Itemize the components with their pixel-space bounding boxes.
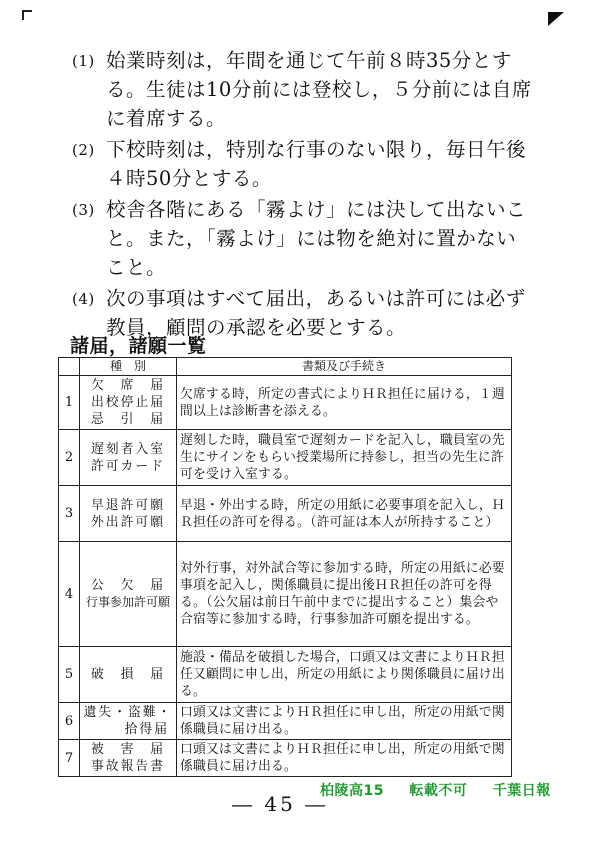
notice-reprint: 転載不可 xyxy=(409,783,468,799)
rule-number: (4) xyxy=(72,290,95,308)
table-row xyxy=(59,703,512,740)
row-kind xyxy=(80,647,177,703)
row-number: 7 xyxy=(59,740,80,777)
row-procedure: 遅刻した時，職員室で遅刻カードを記入し，職員室の先生にサインをもらい授業場所に持参し，担当の先生に許可を受け入室する。 xyxy=(177,430,512,486)
kind-line: 拾得届 xyxy=(124,722,169,737)
table-row xyxy=(59,486,512,542)
row-number: 3 xyxy=(59,486,80,542)
table-row xyxy=(59,647,512,703)
row-kind xyxy=(80,542,177,647)
rule-number: (1) xyxy=(72,52,95,70)
row-number: 5 xyxy=(59,647,80,703)
table-row xyxy=(59,542,512,647)
row-number: 2 xyxy=(59,430,80,486)
kind-line: 許可カード xyxy=(91,458,165,474)
table-header-row xyxy=(59,358,512,376)
kind-line: 欠 席 届 xyxy=(91,378,165,393)
table-row xyxy=(59,740,512,777)
header-kind: 種 別 xyxy=(80,358,177,376)
kind-line: 遺失・盗難・ xyxy=(83,705,173,720)
rule-item xyxy=(72,195,532,282)
table-row xyxy=(59,430,512,486)
notice-school: 柏陵高15 xyxy=(320,783,384,799)
row-kind xyxy=(80,740,177,777)
header-number xyxy=(59,358,80,376)
corner-mark-top-left xyxy=(22,10,32,20)
row-procedure: 早退・外出する時，所定の用紙に必要事項を記入し，ＨＲ担任の許可を得る。（許可証は本人が所持すること） xyxy=(177,486,512,542)
kind-line: 外出許可願 xyxy=(91,514,165,530)
reprint-notice xyxy=(320,780,571,800)
rule-text: 次の事項はすべて届出，あるいは許可には必ず教員，顧問の承認を必要とする。 xyxy=(106,287,526,339)
row-number: 4 xyxy=(59,542,80,647)
kind-line: 遅刻者入室 xyxy=(91,441,165,457)
table-row xyxy=(59,376,512,430)
rule-text: 校舎各階にある「霧よけ」には決して出ないこと。また，「霧よけ」には物を絶対に置かないこと。 xyxy=(106,198,527,279)
row-procedure: 施設・備品を破損した場合，口頭又は文書によりＨＲ担任又顧問に申し出，所定の用紙により関係職員に届け出る。 xyxy=(177,647,512,703)
row-number: 1 xyxy=(59,376,80,430)
kind-line: 行事参加許可願 xyxy=(85,595,170,609)
rules-list xyxy=(72,46,532,344)
row-procedure: 対外行事，対外試合等に参加する時，所定の用紙に必要事項を記入し，関係職員に提出後ＨＲ担任の許可を得る。（公欠届は前日午前中までに提出すること）集会や合宿等に参加する時，行事参加許可願を提出する。 xyxy=(177,542,512,647)
section-title: 諸届，諸願一覧 xyxy=(70,335,207,357)
rule-item xyxy=(72,135,532,193)
row-number: 6 xyxy=(59,703,80,740)
row-kind xyxy=(80,703,177,740)
page-number: ― 45 ― xyxy=(232,792,329,816)
row-procedure: 口頭又は文書によりＨＲ担任に申し出，所定の用紙で関係職員に届け出る。 xyxy=(177,703,512,740)
row-kind xyxy=(80,430,177,486)
rule-number: (2) xyxy=(72,141,95,159)
kind-line: 破 損 届 xyxy=(91,667,165,682)
rule-text: 下校時刻は，特別な行事のない限り，毎日午後４時50分とする。 xyxy=(106,138,527,190)
kind-line: 公 欠 届 xyxy=(91,578,165,593)
row-kind xyxy=(80,486,177,542)
rule-item xyxy=(72,46,532,133)
row-procedure: 口頭又は文書によりＨＲ担任に申し出，所定の用紙で関係職員に届け出る。 xyxy=(177,740,512,777)
rule-number: (3) xyxy=(72,201,95,219)
header-procedure: 書類及び手続き xyxy=(177,358,512,376)
rule-text: 始業時刻は，年間を通じて午前８時35分とする。生徒は10分前には登校し，５分前には自席に着席する。 xyxy=(106,49,532,130)
corner-mark-top-right xyxy=(548,12,564,26)
kind-line: 被 害 届 xyxy=(91,742,165,757)
notice-newspaper: 千葉日報 xyxy=(492,783,551,799)
row-procedure: 欠席する時，所定の書式によりＨＲ担任に届ける，１週間以上は診断書を添える。 xyxy=(177,376,512,430)
kind-line: 事故報告書 xyxy=(91,759,165,774)
forms-table xyxy=(58,357,512,777)
row-kind xyxy=(80,376,177,430)
kind-line: 早退許可願 xyxy=(91,497,165,513)
kind-line: 出校停止届 xyxy=(91,395,165,410)
kind-line: 忌 引 届 xyxy=(91,412,165,427)
